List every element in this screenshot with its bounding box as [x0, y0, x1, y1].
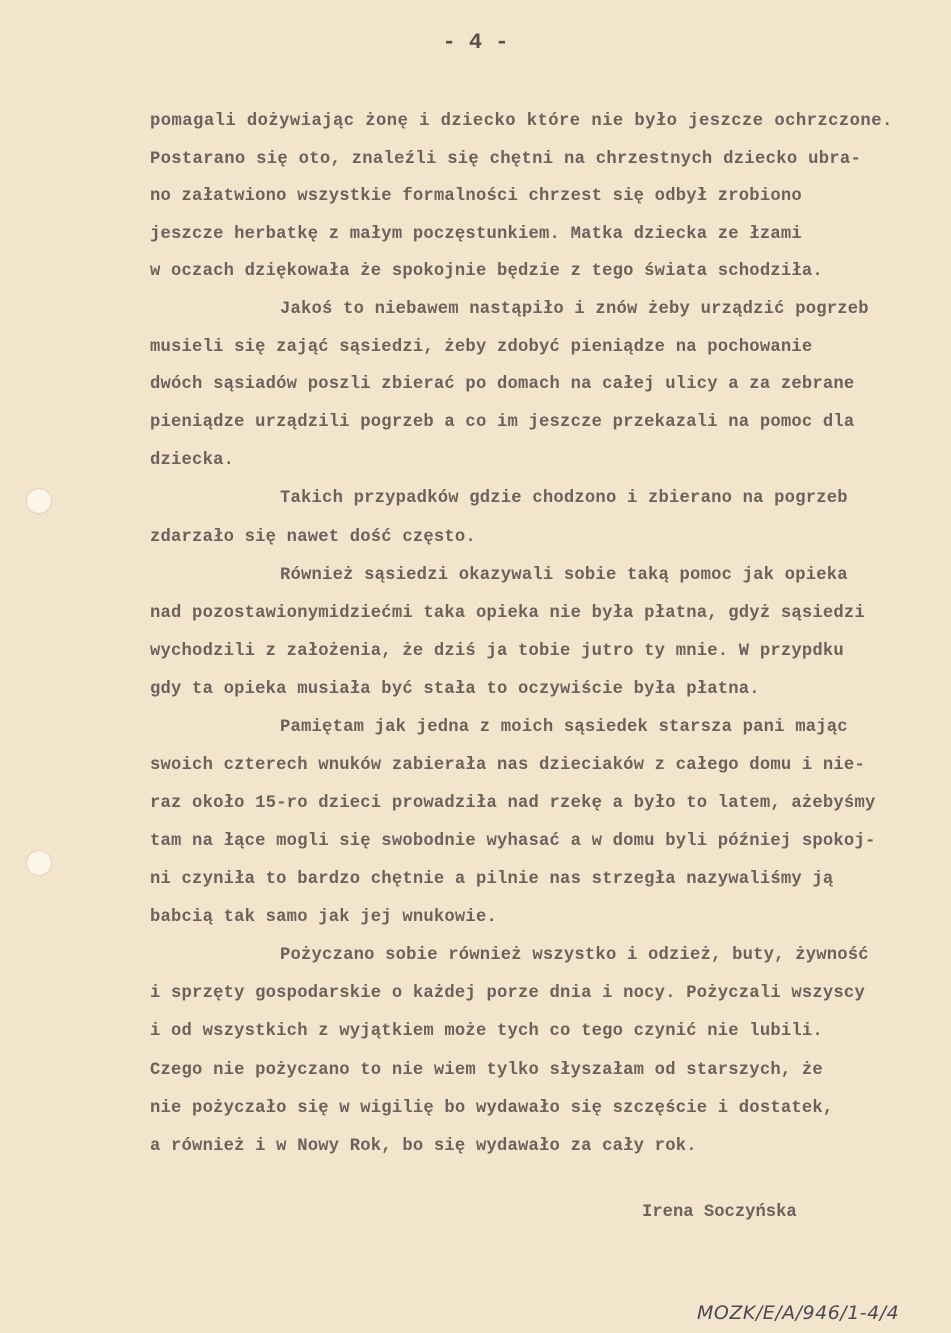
text-line: i od wszystkich z wyjątkiem może tych co tego czynić nie lubili. [150, 1022, 823, 1041]
text-line: no załatwiono wszystkie formalności chrzest się odbył zrobiono [150, 187, 802, 206]
text-line: gdy ta opieka musiała być stała to oczywiście była płatna. [150, 680, 760, 699]
text-line: pomagali dożywiając żonę i dziecko które nie było jeszcze ochrzczone. [150, 112, 893, 131]
text-line: swoich czterech wnuków zabierała nas dzieciaków z całego domu i nie- [150, 756, 865, 775]
text-line: dwóch sąsiadów poszli zbierać po domach na całej ulicy a za zebrane [150, 375, 855, 394]
text-line: raz około 15-ro dzieci prowadziła nad rzekę a było to latem, ażebyśmy [150, 794, 876, 813]
text-line: Jakoś to niebawem nastąpiło i znów żeby urządzić pogrzeb [280, 300, 869, 319]
text-line: w oczach dziękowała że spokojnie będzie z tego świata schodziła. [150, 262, 823, 281]
punch-hole [26, 850, 52, 876]
text-line: wychodzili z założenia, że dziś ja tobie jutro ty mnie. W przypdku [150, 642, 844, 661]
text-line: Pożyczano sobie również wszystko i odzież, buty, żywność [280, 946, 869, 965]
text-line: jeszcze herbatkę z małym poczęstunkiem. Matka dziecka ze łzami [150, 225, 802, 244]
text-line: nie pożyczało się w wigilię bo wydawało się szczęście i dostatek, [150, 1099, 834, 1118]
text-line: babcią tak samo jak jej wnukowie. [150, 908, 497, 927]
text-line: Pamiętam jak jedna z moich sąsiedek starsza pani mając [280, 718, 848, 737]
text-line: ni czyniła to bardzo chętnie a pilnie nas strzegła nazywaliśmy ją [150, 870, 834, 889]
punch-hole [26, 488, 52, 514]
text-line: zdarzało się nawet dość często. [150, 528, 476, 547]
text-line: dziecka. [150, 451, 235, 470]
text-line: tam na łące mogli się swobodnie wyhasać a w domu byli później spokoj- [150, 832, 876, 851]
text-line: musieli się zająć sąsiedzi, żeby zdobyć pieniądze na pochowanie [150, 338, 813, 357]
text-line: Również sąsiedzi okazywali sobie taką pomoc jak opieka [280, 566, 848, 585]
text-line: Takich przypadków gdzie chodzono i zbierano na pogrzeb [280, 489, 848, 508]
signature: Irena Soczyńska [642, 1203, 797, 1222]
text-line: a również i w Nowy Rok, bo się wydawało za cały rok. [150, 1137, 697, 1156]
archive-reference: MOZK/E/A/946/1-4/4 [697, 1302, 900, 1324]
text-line: nad pozostawionymidziećmi taka opieka nie była płatna, gdyż sąsiedzi [150, 604, 865, 623]
text-line: Czego nie pożyczano to nie wiem tylko słyszałam od starszych, że [150, 1061, 823, 1080]
text-line: i sprzęty gospodarskie o każdej porze dnia i nocy. Pożyczali wszyscy [150, 984, 865, 1003]
page-number: - 4 - [442, 30, 509, 55]
text-line: Postarano się oto, znaleźli się chętni na chrzestnych dziecko ubra- [150, 150, 862, 169]
text-line: pieniądze urządzili pogrzeb a co im jeszcze przekazali na pomoc dla [150, 413, 855, 432]
